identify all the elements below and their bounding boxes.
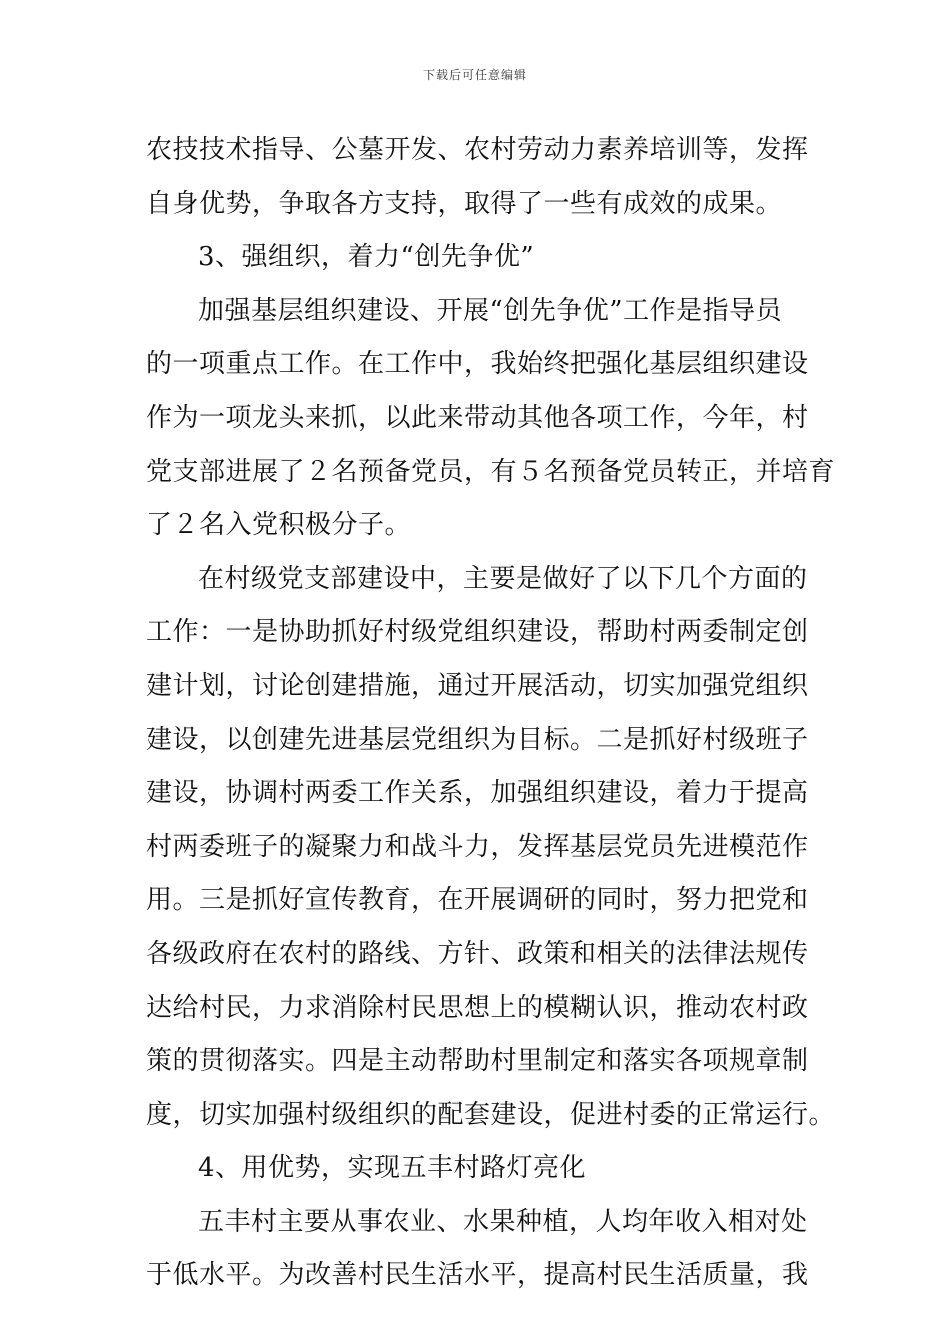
text-line: 达给村民，力求消除村民思想上的模糊认识，推动农村政 — [146, 992, 809, 1023]
text-line: 农技技术指导、公墓开发、农村劳动力素养培训等，发挥 — [146, 135, 809, 165]
text-line: 用。三是抓好宣传教育，在开展调研的同时，努力把党和 — [146, 885, 809, 916]
text-line: 建设，以创建先进基层党组织为目标。二是抓好村级班子 — [146, 724, 809, 755]
text-line: 度，切实加强村级组织的配套建设，促进村委的正常运行。 — [146, 1099, 836, 1130]
text-line: 各级政府在农村的路线、方针、政策和相关的法律法规传 — [146, 938, 809, 969]
text-line: 建设，协调村两委工作关系，加强组织建设，着力于提高 — [146, 778, 809, 809]
text-line: 作为一项龙头来抓，以此来带动其他各项工作，今年，村 — [146, 402, 809, 433]
section-heading: 4、用优势，实现五丰村路灯亮化 — [198, 1153, 587, 1184]
text-line: 工作：一是协助抓好村级党组织建设，帮助村两委制定创 — [146, 617, 809, 648]
body-text — [146, 124, 836, 1303]
text-line: 于低水平。为改善村民生活水平，提高村民生活质量，我 — [146, 1260, 809, 1291]
text-line: 策的贯彻落实。四是主动帮助村里制定和落实各项规章制 — [146, 1046, 809, 1077]
header-note: 下载后可任意编辑 — [422, 68, 527, 82]
text-line: 在村级党支部建设中，主要是做好了以下几个方面的 — [198, 563, 808, 594]
text-line: 党支部进展了２名预备党员，有５名预备党员转正，并培育 — [146, 456, 836, 487]
text-line: 建计划，讨论创建措施，通过开展活动，切实加强党组织 — [146, 670, 809, 701]
text-line: 加强基层组织建设、开展“创先争优”工作是指导员 — [198, 295, 783, 326]
text-line: 五丰村主要从事农业、水果种植，人均年收入相对处 — [198, 1206, 808, 1237]
section-heading: 3、强组织，着力“创先争优” — [198, 242, 535, 273]
text-line: 的一项重点工作。在工作中，我始终把强化基层组织建设 — [146, 349, 809, 380]
text-line: 自身优势，争取各方支持，取得了一些有成效的成果。 — [146, 188, 783, 219]
text-line: 村两委班子的凝聚力和战斗力，发挥基层党员先进模范作 — [146, 831, 809, 862]
text-line: 了２名入党积极分子。 — [146, 510, 412, 541]
